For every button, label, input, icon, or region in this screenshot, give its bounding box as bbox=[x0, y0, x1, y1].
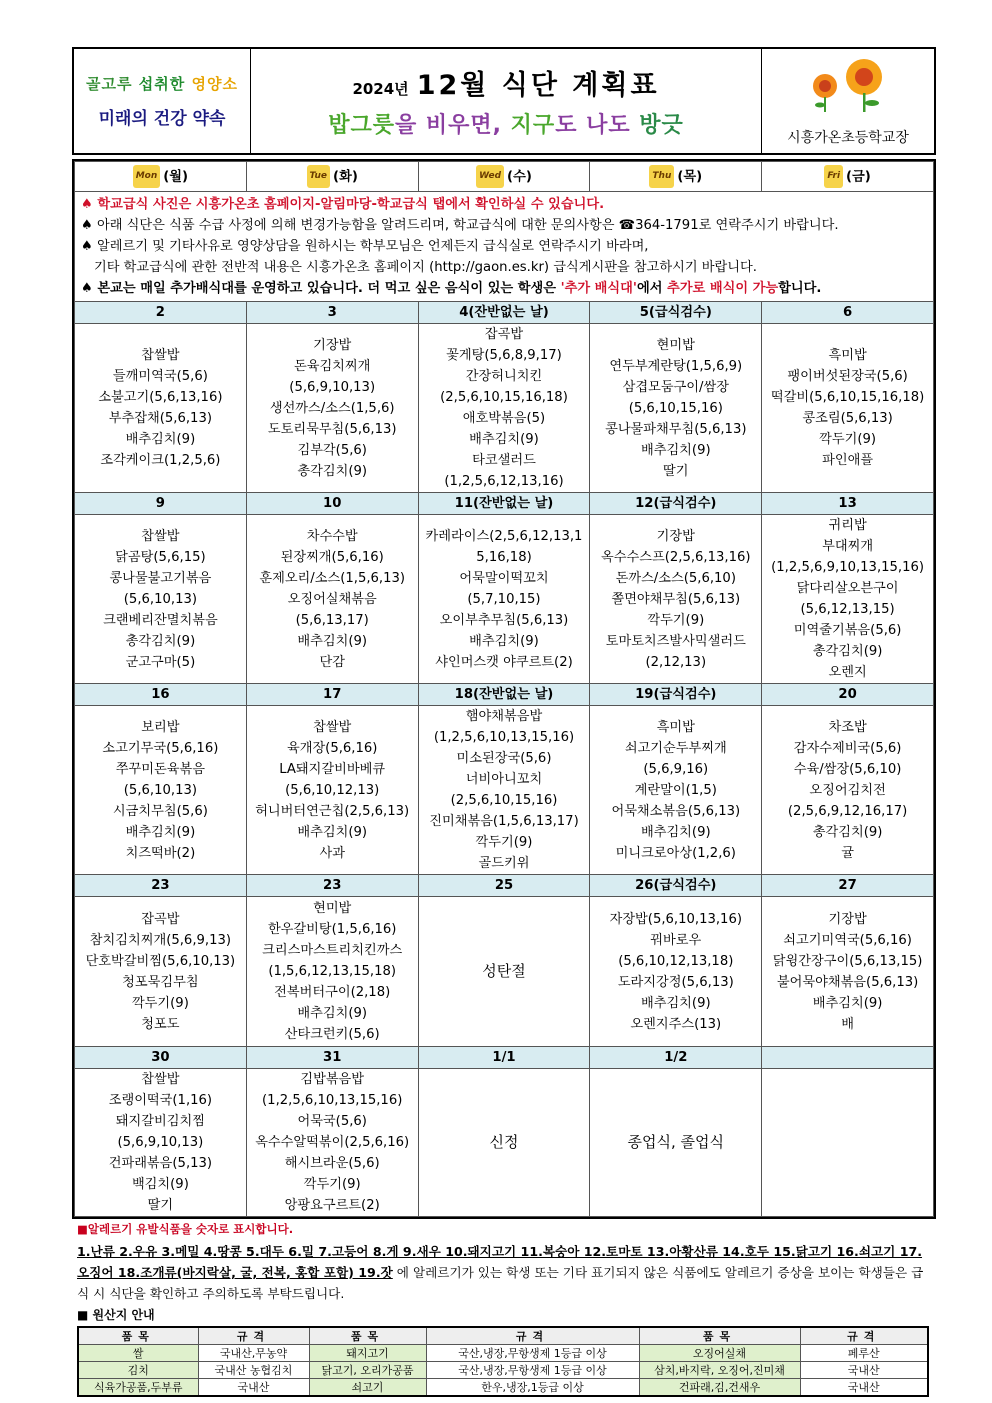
menu-item: 참치김치찌개(5,6,9,13) bbox=[89, 932, 232, 948]
menu-item: 총각김치(9) bbox=[812, 824, 883, 840]
date-cell: 18(잔반없는 날) bbox=[418, 684, 590, 706]
origin-spec: 페루산 bbox=[800, 1345, 928, 1362]
date-cell: 2 bbox=[75, 302, 247, 324]
menu-table bbox=[72, 159, 936, 1219]
menu-item: 카레라이스(2,5,6,12,13,1 bbox=[425, 528, 583, 544]
menu-item: 배추김치(9) bbox=[297, 824, 368, 840]
menu-item: 감자수제비국(5,6) bbox=[793, 740, 902, 756]
menu-item: 조각케이크(1,2,5,6) bbox=[100, 453, 221, 468]
menu-item: 총각김치(9) bbox=[297, 463, 368, 479]
menu-item: 소불고기(5,6,13,16) bbox=[98, 390, 223, 405]
menu-item: 팽이버섯된장국(5,6) bbox=[787, 369, 908, 384]
menu-item: 현미밥 bbox=[656, 337, 695, 353]
menu-item: (1,2,5,6,10,13,15,16) bbox=[433, 730, 575, 745]
meal-cell bbox=[75, 897, 247, 1047]
menu-item: 전복버터구이(2,18) bbox=[274, 985, 391, 1000]
menu-item: 육개장(5,6,16) bbox=[286, 740, 378, 756]
origin-header: 규격 bbox=[800, 1327, 928, 1345]
menu-item: 조랭이떡국(1,16) bbox=[108, 1093, 213, 1108]
meal-cell bbox=[75, 706, 247, 875]
menu-item: 크리스마스트리치킨까스 bbox=[262, 943, 403, 958]
menu-item: 연두부계란탕(1,5,6,9) bbox=[609, 358, 743, 374]
origin-row bbox=[78, 1379, 928, 1397]
menu-item: 콩조림(5,6,13) bbox=[802, 411, 893, 426]
menu-item: 해시브라운(5,6) bbox=[284, 1156, 380, 1171]
date-cell: 10 bbox=[246, 493, 418, 515]
menu-item: 찹쌀밥 bbox=[141, 528, 180, 544]
menu-item: 부추잡채(5,6,13) bbox=[108, 411, 212, 426]
date-cell: 16 bbox=[75, 684, 247, 706]
menu-item: (2,5,6,10,15,16) bbox=[450, 793, 558, 808]
date-cell: 6 bbox=[762, 302, 934, 324]
meal-cell bbox=[590, 324, 762, 493]
menu-item: 배추김치(9) bbox=[125, 432, 196, 447]
date-row bbox=[75, 302, 934, 324]
menu-item: 기장밥 bbox=[656, 528, 695, 544]
menu-item: 깍두기(9) bbox=[475, 835, 533, 850]
menu-item: 소고기무국(5,6,16) bbox=[102, 740, 219, 756]
menu-item: 미니크로아상(1,2,6) bbox=[615, 845, 736, 861]
origin-item: 오징어실채 bbox=[639, 1345, 800, 1362]
origin-row bbox=[78, 1362, 928, 1379]
menu-item: (1,2,5,6,9,10,13,15,16) bbox=[771, 560, 925, 575]
origin-spec: 국내산 bbox=[800, 1362, 928, 1379]
origin-row bbox=[78, 1345, 928, 1362]
day-header-mon: Mon (월) bbox=[75, 162, 247, 192]
menu-item: (5,6,10,12,13,18) bbox=[618, 953, 734, 969]
menu-item: 돈육김치찌개 bbox=[293, 358, 371, 374]
menu-item: 5,16,18) bbox=[476, 549, 532, 565]
menu-item: 단감 bbox=[319, 654, 345, 670]
origin-spec: 국내산 농협김치 bbox=[198, 1362, 309, 1379]
origin-table bbox=[77, 1326, 929, 1397]
meal-row bbox=[75, 1069, 934, 1217]
menu-item: 기장밥 bbox=[828, 911, 867, 927]
allergy-note: ■알레르기 유발식품을 숫자로 표시합니다. bbox=[77, 1222, 294, 1236]
menu-item: 귀리밥 bbox=[828, 518, 867, 533]
date-cell: 9 bbox=[75, 493, 247, 515]
menu-item: (2,5,6,10,15,16,18) bbox=[440, 390, 568, 405]
origin-spec: 한우,냉장,1등급 이상 bbox=[426, 1379, 639, 1397]
menu-item: 성탄절 bbox=[482, 962, 526, 980]
menu-item: 도라지강정(5,6,13) bbox=[617, 974, 734, 990]
menu-item: 돈까스/소스(5,6,10) bbox=[615, 570, 736, 586]
menu-item: 현미밥 bbox=[313, 901, 352, 916]
menu-item: 쇠고기미역국(5,6,16) bbox=[783, 932, 912, 948]
menu-item: 깍두기(9) bbox=[647, 612, 705, 628]
meal-cell bbox=[75, 324, 247, 493]
meal-cell bbox=[246, 324, 418, 493]
origin-spec: 국내산,무농약 bbox=[198, 1345, 309, 1362]
date-row bbox=[75, 1047, 934, 1069]
menu-item: 배추김치(9) bbox=[297, 1006, 368, 1021]
date-row bbox=[75, 875, 934, 897]
menu-item: (5,7,10,15) bbox=[467, 591, 541, 607]
menu-item: 콩나물파채무침(5,6,13) bbox=[605, 421, 747, 437]
date-cell bbox=[762, 1047, 934, 1069]
menu-item: 신정 bbox=[489, 1133, 519, 1151]
menu-item: 총각김치(9) bbox=[812, 644, 883, 659]
menu-item: 미역줄기볶음(5,6) bbox=[793, 623, 902, 638]
weeks bbox=[75, 302, 934, 1217]
menu-item: 사과 bbox=[319, 845, 345, 861]
menu-item: 배추김치(9) bbox=[640, 995, 711, 1011]
menu-item: 꽃게탕(5,6,8,9,17) bbox=[446, 348, 562, 363]
menu-item: (1,2,5,6,10,13,15,16) bbox=[262, 1093, 403, 1108]
menu-item: 어묵말이떡꼬치 bbox=[459, 570, 549, 586]
menu-item: (1,2,5,6,12,13,16) bbox=[444, 474, 564, 489]
menu-item: 배추김치(9) bbox=[469, 432, 539, 447]
date-cell: 4(잔반없는 날) bbox=[418, 302, 590, 324]
menu-item: 한우갈비탕(1,5,6,16) bbox=[267, 922, 397, 937]
menu-item: 배 bbox=[841, 1016, 854, 1032]
allergy-list: 1.난류 2.우유 3.메밀 4.땅콩 5.대두 6.밀 7.고등어 8.게 9.새우 10.돼지고기 11.복숭아 12.토마토 13.아황산류 14.호두 15.닭고기 16.쇠고기 17.오징어 18.조개류(바지락살, 굴, 전복, 홍합 포함) 19.잣 에 알레르기가 있는 학생 또는 기타 표기되지 않은 식품에도 알레르기 증상을 보이는 학생들은 급식 시 식단을 확인하고 주의하도록 부탁드립니다. bbox=[77, 1244, 924, 1301]
meal-cell bbox=[590, 897, 762, 1047]
origin-item: 삼치,바지락, 오징어,진미채 bbox=[639, 1362, 800, 1379]
origin-item: 돼지고기 bbox=[309, 1345, 426, 1362]
origin-item: 쇠고기 bbox=[309, 1379, 426, 1397]
menu-item: 앙팡요구르트(2) bbox=[284, 1198, 380, 1213]
title-area bbox=[251, 49, 762, 153]
meal-row bbox=[75, 706, 934, 875]
notice-2: ♠ 아래 식단은 식품 수급 사정에 의해 변경가능함을 알려드리며, 학교급식에 대한 문의사항은 ☎364-1791로 연락주시기 바랍니다. bbox=[81, 218, 839, 233]
day-header-thu: Thu (목) bbox=[590, 162, 762, 192]
date-row bbox=[75, 684, 934, 706]
meal-cell bbox=[590, 1069, 762, 1217]
date-cell: 23 bbox=[246, 875, 418, 897]
date-cell: 25 bbox=[418, 875, 590, 897]
date-cell: 20 bbox=[762, 684, 934, 706]
date-cell: 11(잔반없는 날) bbox=[418, 493, 590, 515]
menu-item: 애호박볶음(5) bbox=[462, 411, 546, 426]
header bbox=[72, 47, 936, 155]
menu-item: 배추김치(9) bbox=[812, 995, 883, 1011]
menu-item: 진미채볶음(1,5,6,13,17) bbox=[429, 814, 579, 829]
logo bbox=[74, 49, 251, 153]
meal-cell bbox=[75, 515, 247, 684]
meal-cell bbox=[418, 706, 590, 875]
menu-item: (5,6,9,10,13) bbox=[117, 1135, 204, 1150]
meal-cell bbox=[590, 706, 762, 875]
day-header-row bbox=[75, 162, 934, 192]
menu-item: 떡갈비(5,6,10,15,16,18) bbox=[770, 390, 925, 405]
origin-item: 김치 bbox=[78, 1362, 198, 1379]
menu-item: 배추김치(9) bbox=[469, 633, 539, 649]
origin-spec: 국산,냉장,무항생제 1등급 이상 bbox=[426, 1345, 639, 1362]
date-cell: 12(급식검수) bbox=[590, 493, 762, 515]
menu-item: 어묵국(5,6) bbox=[297, 1114, 367, 1129]
allergy-section bbox=[72, 1221, 936, 1397]
menu-item: 치즈떡바(2) bbox=[125, 845, 196, 861]
title-year: 2024년 bbox=[352, 80, 409, 98]
menu-item: 옥수수스프(2,5,6,13,16) bbox=[601, 549, 751, 565]
menu-item: 김부각(5,6) bbox=[297, 442, 367, 458]
meal-cell bbox=[762, 515, 934, 684]
menu-item: 청포묵김무침 bbox=[122, 974, 199, 990]
meal-cell bbox=[75, 1069, 247, 1217]
menu-item: (5,6,10,13) bbox=[123, 782, 197, 798]
menu-item: 차수수밥 bbox=[306, 528, 358, 544]
menu-item: 딸기 bbox=[663, 463, 689, 479]
menu-item: 어묵채소볶음(5,6,13) bbox=[611, 803, 741, 819]
menu-item: 보리밥 bbox=[141, 719, 180, 735]
menu-item: 골드키위 bbox=[478, 856, 530, 871]
meal-cell bbox=[762, 324, 934, 493]
menu-item: 오렌지주스(13) bbox=[630, 1016, 722, 1032]
menu-item: (2,5,6,9,12,16,17) bbox=[787, 803, 908, 819]
origin-header: 규격 bbox=[198, 1327, 309, 1345]
menu-item: 수육/쌈장(5,6,10) bbox=[793, 761, 902, 777]
menu-item: 쇠고기순두부찌개 bbox=[624, 740, 727, 756]
menu-item: LA돼지갈비바베큐 bbox=[279, 761, 386, 777]
meal-cell bbox=[590, 515, 762, 684]
menu-item: 자장밥(5,6,10,13,16) bbox=[609, 911, 742, 927]
menu-item: 삼겹모둠구이/쌈장 bbox=[622, 379, 729, 395]
meal-cell bbox=[418, 1069, 590, 1217]
date-cell: 13 bbox=[762, 493, 934, 515]
menu-item: 총각김치(9) bbox=[125, 633, 196, 649]
origin-spec: 국내산 bbox=[800, 1379, 928, 1397]
notices bbox=[75, 192, 934, 302]
menu-item: 너비아니꼬치 bbox=[465, 772, 543, 787]
menu-item: 간장허니치킨 bbox=[465, 369, 543, 384]
school-area bbox=[762, 49, 934, 153]
menu-item: 계란말이(1,5) bbox=[634, 782, 717, 798]
menu-item: 콩나물불고기볶음 bbox=[109, 570, 212, 586]
date-cell: 19(급식검수) bbox=[590, 684, 762, 706]
meal-cell bbox=[762, 1069, 934, 1217]
day-header-tue: Tue (화) bbox=[246, 162, 418, 192]
menu-item: 찹쌀밥 bbox=[141, 348, 180, 363]
date-cell: 5(급식검수) bbox=[590, 302, 762, 324]
menu-item: 도토리묵무침(5,6,13) bbox=[267, 421, 397, 437]
menu-item: 단호박갈비찜(5,6,10,13) bbox=[85, 953, 236, 969]
menu-item: (5,6,9,10,13) bbox=[289, 379, 376, 395]
menu-item: 쭈꾸미돈육볶음 bbox=[115, 761, 205, 777]
menu-item: 닭윙간장구이(5,6,13,15) bbox=[772, 953, 923, 969]
meal-cell bbox=[418, 515, 590, 684]
menu-item: 흑미밥 bbox=[656, 719, 695, 735]
menu-item: 시금치무침(5,6) bbox=[112, 803, 208, 819]
meal-cell bbox=[762, 706, 934, 875]
origin-header: 품목 bbox=[639, 1327, 800, 1345]
menu-item: 배추김치(9) bbox=[125, 824, 196, 840]
menu-item: 샤인머스캣 야쿠르트(2) bbox=[435, 654, 573, 670]
meal-cell bbox=[418, 897, 590, 1047]
menu-item: 생선까스/소스(1,5,6) bbox=[269, 400, 395, 416]
origin-item: 닭고기, 오리가공품 bbox=[309, 1362, 426, 1379]
date-cell: 17 bbox=[246, 684, 418, 706]
menu-item: 쫄면야채무침(5,6,13) bbox=[611, 591, 741, 607]
origin-title: ■ 원산지 안내 bbox=[77, 1308, 155, 1322]
menu-item: 배추김치(9) bbox=[640, 824, 711, 840]
menu-item: (5,6,10,13) bbox=[123, 591, 197, 607]
menu-item: 찹쌀밥 bbox=[141, 1072, 180, 1087]
origin-item: 쌀 bbox=[78, 1345, 198, 1362]
menu-item: (5,6,13,17) bbox=[295, 612, 369, 628]
meal-cell bbox=[762, 897, 934, 1047]
menu-page bbox=[72, 47, 936, 1397]
meal-row bbox=[75, 897, 934, 1047]
menu-item: 햄야채볶음밥 bbox=[465, 709, 543, 724]
menu-item: 잡곡밥 bbox=[141, 911, 180, 927]
menu-item: 훈제오리/소스(1,5,6,13) bbox=[259, 570, 406, 586]
menu-item: 흑미밥 bbox=[828, 348, 867, 363]
menu-item: 배추김치(9) bbox=[297, 633, 368, 649]
notice-1: ♠ 학교급식 사진은 시흥가온초 홈페이지-알림마당-학교급식 탭에서 확인하실 수 있습니다. bbox=[81, 197, 605, 212]
page-title: 12월 식단 계획표 bbox=[416, 70, 660, 101]
menu-item: (5,6,10,15,16) bbox=[628, 400, 723, 416]
origin-item: 건파래,김,건새우 bbox=[639, 1379, 800, 1397]
menu-item: 잡곡밥 bbox=[484, 327, 524, 342]
meal-cell bbox=[418, 324, 590, 493]
date-cell: 26(급식검수) bbox=[590, 875, 762, 897]
origin-header: 품목 bbox=[309, 1327, 426, 1345]
menu-item: 차조밥 bbox=[828, 719, 867, 735]
menu-item: 타코샐러드 bbox=[472, 453, 536, 468]
menu-item: 딸기 bbox=[147, 1198, 174, 1213]
menu-item: (5,6,12,13,15) bbox=[800, 602, 895, 617]
menu-item: 김밥볶음밥 bbox=[300, 1072, 365, 1087]
meal-cell bbox=[246, 1069, 418, 1217]
menu-item: (1,5,6,12,13,15,18) bbox=[268, 964, 397, 979]
menu-item: 돼지갈비김치찜 bbox=[115, 1114, 205, 1129]
menu-item: 불어묵야채볶음(5,6,13) bbox=[776, 974, 919, 990]
menu-item: 오징어실채볶음 bbox=[287, 591, 377, 607]
menu-item: 꿔바로우 bbox=[650, 932, 702, 948]
meal-row bbox=[75, 324, 934, 493]
meal-cell bbox=[246, 897, 418, 1047]
menu-item: 깍두기(9) bbox=[819, 432, 877, 447]
origin-item: 식육가공품,두부류 bbox=[78, 1379, 198, 1397]
origin-header: 품목 bbox=[78, 1327, 198, 1345]
day-header-fri: Fri (금) bbox=[762, 162, 934, 192]
meal-row bbox=[75, 515, 934, 684]
notice-4: ♠ 본교는 매일 추가배식대를 운영하고 있습니다. 더 먹고 싶은 음식이 있는 학생은 '추가 배식대'에서 추가로 배식이 가능합니다. bbox=[81, 281, 822, 296]
logo-slogan-bottom: 미래의 건강 약속 bbox=[98, 109, 226, 129]
menu-item: 파인애플 bbox=[822, 453, 874, 468]
menu-item: 청포도 bbox=[141, 1016, 180, 1032]
origin-spec: 국산,냉장,무항생제 1등급 이상 bbox=[426, 1362, 639, 1379]
menu-item: 오렌지 bbox=[828, 665, 867, 680]
school-name: 시흥가온초등학교장 bbox=[787, 130, 909, 146]
menu-item: 종업식, 졸업식 bbox=[627, 1133, 725, 1151]
menu-item: 닭다리살오븐구이 bbox=[796, 581, 899, 596]
menu-item: 오징어김치전 bbox=[809, 782, 886, 798]
menu-item: 군고구마(5) bbox=[125, 654, 196, 670]
date-cell: 31 bbox=[246, 1047, 418, 1069]
date-cell: 1/1 bbox=[418, 1047, 590, 1069]
menu-item: 크랜베리잔멸치볶음 bbox=[103, 612, 218, 628]
menu-item: 깍두기(9) bbox=[131, 995, 189, 1011]
menu-item: 들깨미역국(5,6) bbox=[112, 369, 208, 384]
menu-item: 옥수수알떡볶이(2,5,6,16) bbox=[255, 1135, 410, 1150]
menu-item: 산타크런키(5,6) bbox=[284, 1027, 380, 1042]
menu-item: (5,6,10,12,13) bbox=[285, 782, 380, 798]
menu-item: 된장찌개(5,6,16) bbox=[280, 549, 384, 565]
slogan: 밥그릇을 비우면, 지구도 나도 방긋 bbox=[328, 113, 684, 138]
logo-slogan-top: 골고루 섭취한 영양소 bbox=[86, 75, 238, 93]
menu-item: 찹쌀밥 bbox=[313, 719, 352, 735]
menu-item: 오이부추무침(5,6,13) bbox=[439, 612, 569, 628]
meal-cell bbox=[246, 706, 418, 875]
menu-item: 기장밥 bbox=[313, 337, 352, 353]
notice-row bbox=[75, 192, 934, 302]
menu-item: 허니버터연근칩(2,5,6,13) bbox=[255, 803, 410, 819]
menu-item: 귤 bbox=[841, 845, 854, 861]
menu-item: 배추김치(9) bbox=[640, 442, 711, 458]
menu-item: 백김치(9) bbox=[131, 1177, 189, 1192]
menu-item: (5,6,9,16) bbox=[643, 761, 709, 777]
date-cell: 30 bbox=[75, 1047, 247, 1069]
menu-item: 깍두기(9) bbox=[303, 1177, 361, 1192]
flower-icon bbox=[812, 57, 884, 113]
date-cell: 27 bbox=[762, 875, 934, 897]
menu-item: 토마토치즈발사믹샐러드 bbox=[605, 633, 746, 649]
origin-header: 규격 bbox=[426, 1327, 639, 1345]
menu-item: 건파래볶음(5,13) bbox=[108, 1156, 213, 1171]
menu-item: 부대찌개 bbox=[822, 539, 874, 554]
day-header-wed: Wed (수) bbox=[418, 162, 590, 192]
menu-item: (2,12,13) bbox=[645, 654, 707, 670]
menu-item: 미소된장국(5,6) bbox=[456, 751, 552, 766]
origin-spec: 국내산 bbox=[198, 1379, 309, 1397]
menu-item: 닭곰탕(5,6,15) bbox=[115, 549, 206, 565]
date-cell: 3 bbox=[246, 302, 418, 324]
notice-3a: ♠ 알레르기 및 기타사유로 영양상담을 원하시는 학부모님은 언제든지 급식실로 연락주시기 바라며, bbox=[81, 239, 649, 254]
date-row bbox=[75, 493, 934, 515]
date-cell: 1/2 bbox=[590, 1047, 762, 1069]
meal-cell bbox=[246, 515, 418, 684]
notice-3b: 기타 학교급식에 관한 전반적 내용은 시흥가온초 홈페이지 (http://gaon.es.kr) 급식게시판을 참고하시기 바랍니다. bbox=[94, 260, 757, 275]
date-cell: 23 bbox=[75, 875, 247, 897]
